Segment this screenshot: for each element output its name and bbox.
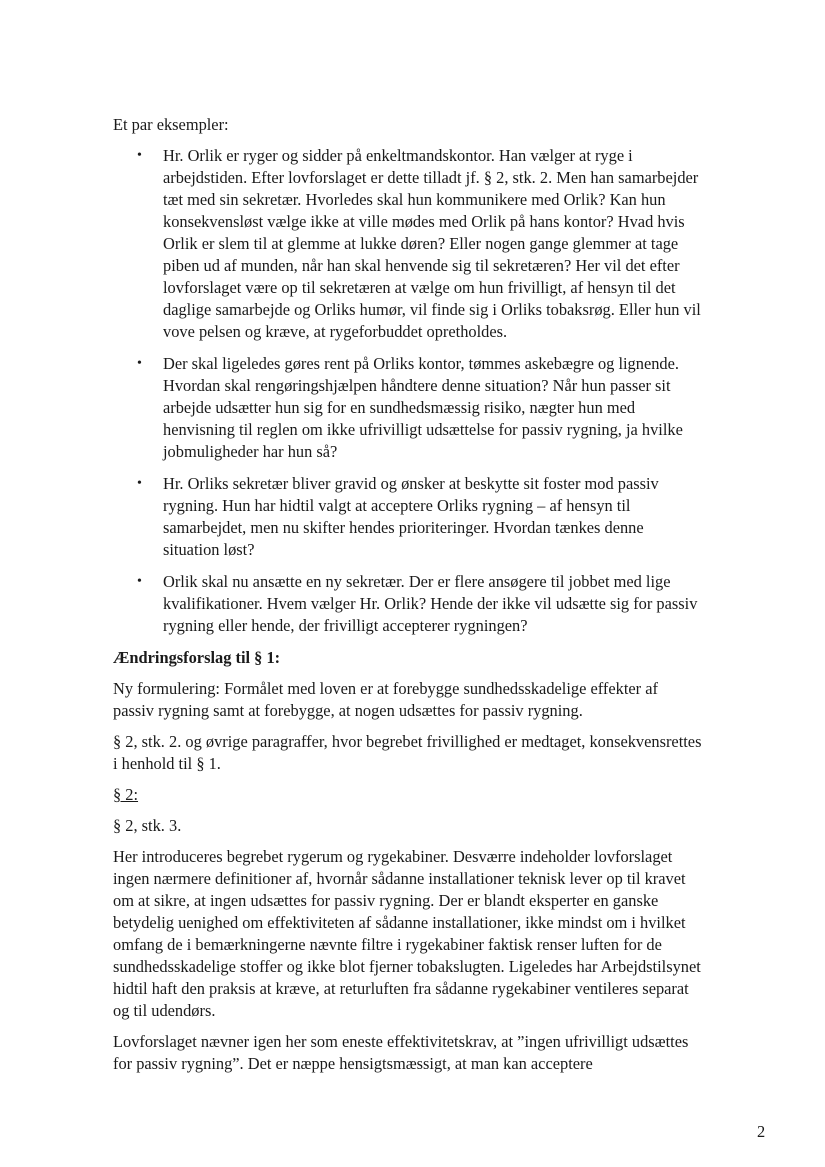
list-item	[113, 353, 703, 463]
amendment-paragraph-1: Ny formulering: Formålet med loven er at forebygge sundhedsskadelige effekter af passiv rygning samt at forebygge, at nogen udsættes for passiv rygning.	[113, 679, 658, 720]
section-2-subheading: § 2, stk. 3.	[113, 816, 182, 835]
page-content	[113, 114, 703, 1084]
list-item	[113, 571, 703, 637]
page-number: 2	[757, 1122, 766, 1141]
intro-text: Et par eksempler:	[113, 115, 229, 134]
list-item	[113, 473, 703, 561]
list-item-text: Hr. Orliks sekretær bliver gravid og ønsker at beskytte sit foster mod passiv rygning. Hun har hidtil valgt at acceptere Orliks rygning – af hensyn til samarbejdet, men nu skifter hendes prioriteringer. Hvordan tænkes denne situation løst?	[163, 474, 659, 559]
bullet-icon: •	[137, 148, 142, 163]
bullet-icon: •	[137, 476, 142, 491]
section-2-paragraph-2: Lovforslaget nævner igen her som eneste effektivitetskrav, at ”ingen ufrivilligt udsættes for passiv rygning”. Det er næppe hensigtsmæssigt, at man kan acceptere	[113, 1032, 689, 1073]
section-2-paragraph-1: Her introduceres begrebet rygerum og rygekabiner. Desværre indeholder lovforslaget ingen nærmere definitioner af, hvornår sådanne installationer teknisk lever op til kravet om at sikre, at ingen udsættes for passiv rygning. Der er blandt eksperter en ganske betydelig uenighed om effektiviteten af sådanne installationer, ikke mindst om i hvilket omfang de i bemærkningerne nævnte filtre i rygekabiner faktisk renser luften for de sundhedsskadelige stoffer og ikke blot fjerner tobakslugten. Ligeledes har Arbejdstilsynet hidtil haft den praksis at kræve, at returluften fra sådanne rygekabiner ventileres separat og til udendørs.	[113, 847, 701, 1020]
list-item-text: Orlik skal nu ansætte en ny sekretær. Der er flere ansøgere til jobbet med lige kvalifikationer. Hvem vælger Hr. Orlik? Hende der ikke vil udsætte sig for passiv rygning eller hende, der frivilligt accepterer rygningen?	[163, 572, 698, 635]
section-2-heading: § 2:	[113, 785, 139, 804]
bullet-icon: •	[137, 574, 142, 589]
list-item	[113, 145, 703, 343]
list-item-text: Hr. Orlik er ryger og sidder på enkeltmandskontor. Han vælger at ryge i arbejdstiden. Efter lovforslaget er dette tilladt jf. § 2, stk. 2. Men han samarbejder tæt med sin sekretær. Hvorledes skal hun kommunikere med Orlik? Kan hun konsekvensløst vælge ikke at ville mødes med Orlik på hans kontor? Hvad hvis Orlik er slem til at glemme at lukke døren? Eller nogen gange glemmer at tage piben ud af munden, når han skal henvende sig til sekretæren? Her vil det efter lovforslaget være op til sekretæren at vælge om hun frivilligt, af hensyn til det daglige samarbejde og Orliks humør, vil finde sig i Orliks tobaksrøg. Eller hun vil vove pelsen og kræve, at rygeforbuddet opretholdes.	[163, 146, 701, 341]
list-item-text: Der skal ligeledes gøres rent på Orliks kontor, tømmes askebægre og lignende. Hvordan skal rengøringshjælpen håndtere denne situation? Når hun passer sit arbejde udsætter hun sig for en sundhedsmæssig risiko, nægter hun med henvisning til reglen om ikke ufrivilligt udsættelse for passiv rygning, ja hvilke jobmuligheder har hun så?	[163, 354, 683, 461]
example-list	[113, 145, 703, 637]
bullet-icon: •	[137, 356, 142, 371]
amendment-paragraph-2: § 2, stk. 2. og øvrige paragraffer, hvor begrebet frivillighed er medtaget, konsekvensrettes i henhold til § 1.	[113, 732, 702, 773]
amendment-heading: Ændringsforslag til § 1:	[113, 648, 281, 667]
